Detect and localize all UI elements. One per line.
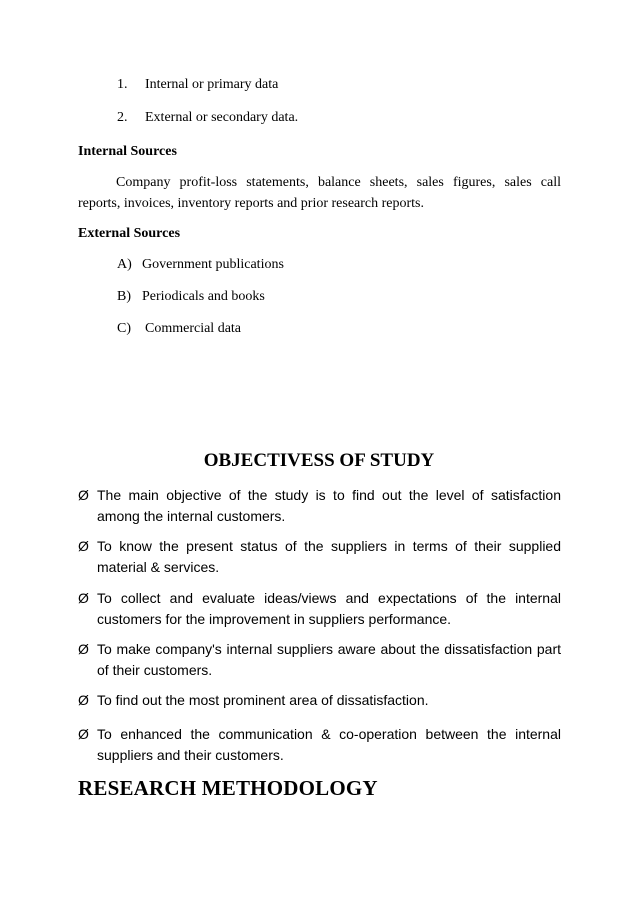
research-methodology-title: RESEARCH METHODOLOGY (78, 776, 378, 800)
numbered-list-item (117, 77, 278, 93)
list-text: Internal or primary data (145, 77, 279, 92)
external-source-item (117, 321, 241, 337)
objective-item (78, 536, 561, 578)
list-text: External or secondary data. (145, 110, 299, 125)
external-sources-heading: External Sources (78, 226, 181, 241)
objectives-title: OBJECTIVESS OF STUDY (203, 450, 435, 471)
item-text: Government publications (142, 257, 284, 272)
objective-item (78, 588, 561, 630)
objective-text: To enhanced the communication & co-operation between the internal suppliers and their customers. (97, 726, 561, 763)
bullet-symbol: Ø (78, 487, 89, 503)
bullet-symbol: Ø (78, 726, 89, 742)
objective-text: To find out the most prominent area of dissatisfaction. (97, 692, 429, 708)
objective-text: To collect and evaluate ideas/views and expectations of the internal customers for the improvement in suppliers performance. (97, 590, 561, 627)
list-number: 2. (117, 110, 128, 125)
bullet-symbol: Ø (78, 538, 89, 554)
objective-item (78, 485, 561, 527)
item-text: Commercial data (145, 321, 242, 336)
internal-sources-heading: Internal Sources (78, 144, 177, 159)
list-number: 1. (117, 77, 128, 92)
objective-item (78, 690, 561, 711)
objective-item (78, 724, 561, 766)
external-source-item (117, 289, 265, 305)
item-letter: A) (117, 257, 132, 272)
item-letter: C) (117, 321, 131, 336)
objective-text: To make company's internal suppliers aware about the dissatisfaction part of their customers. (97, 641, 561, 678)
bullet-symbol: Ø (78, 641, 89, 657)
objective-text: The main objective of the study is to find out the level of satisfaction among the internal customers. (97, 487, 561, 524)
item-letter: B) (117, 289, 131, 304)
item-text: Periodicals and books (142, 289, 265, 304)
numbered-list-item (117, 110, 298, 126)
objective-text: To know the present status of the suppliers in terms of their supplied material & services. (97, 538, 561, 575)
bullet-symbol: Ø (78, 692, 89, 708)
objective-item (78, 639, 561, 681)
external-source-item (117, 257, 284, 273)
bullet-symbol: Ø (78, 590, 89, 606)
internal-sources-paragraph: Company profit-loss statements, balance sheets, sales figures, sales call reports, invoices, inventory reports and prior research reports. (78, 175, 561, 211)
